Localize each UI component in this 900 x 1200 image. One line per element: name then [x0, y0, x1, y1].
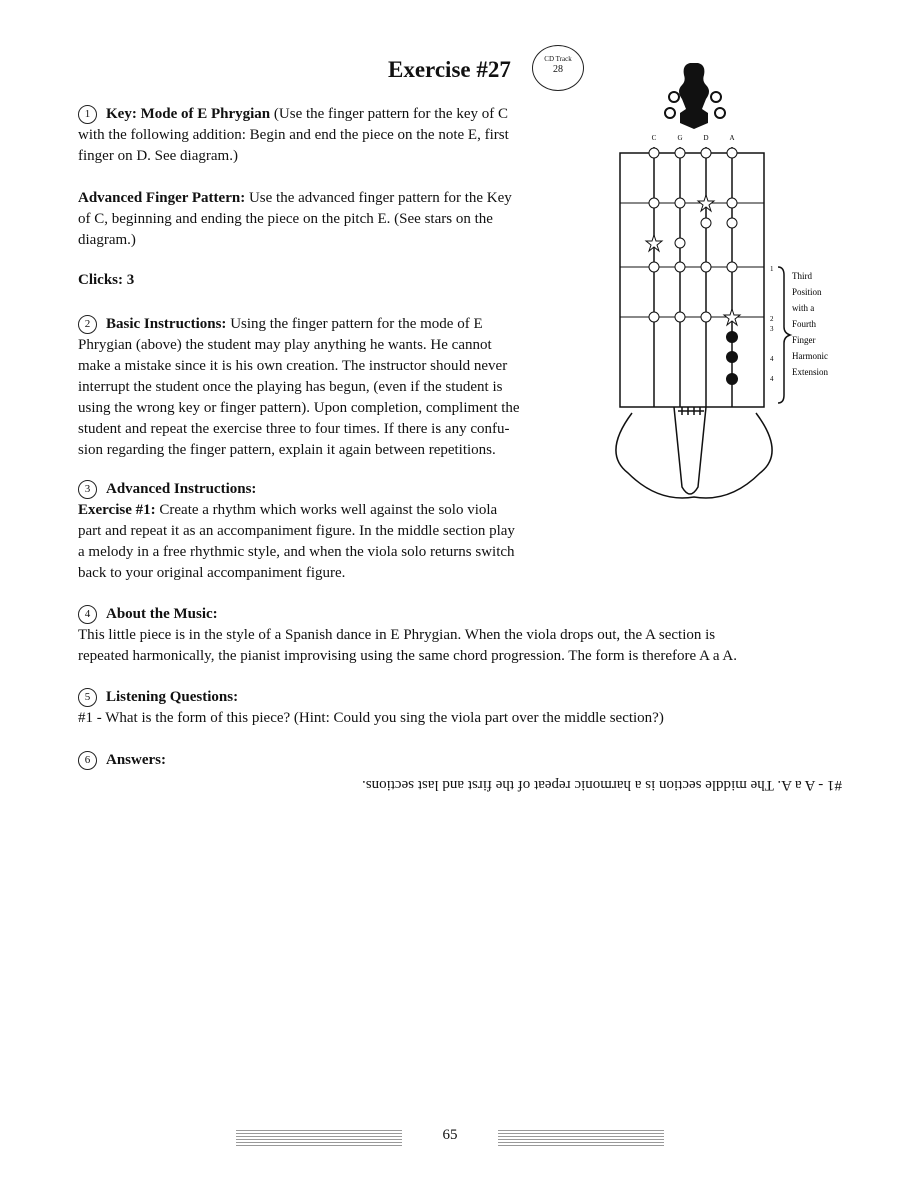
page-number: 65 [442, 1127, 458, 1143]
clicks-text: Clicks: 3 [78, 272, 135, 288]
brace [778, 267, 790, 403]
section-text: (Use the finger pattern for the key of C [273, 106, 508, 122]
viola-body [616, 407, 772, 498]
string-label-d: D [703, 134, 709, 142]
section-number: 3 [78, 480, 97, 499]
section-about-music [78, 604, 878, 667]
section-text: make a mistake since it is his own creation. The instructor should never [78, 358, 508, 374]
advanced-finger-pattern [78, 188, 598, 251]
section-key [78, 104, 598, 167]
section-text: using the wrong key or finger pattern). Upon completion, compliment the [78, 400, 520, 416]
finger-number: 3 [770, 325, 774, 333]
question-text: #1 - What is the form of this piece? (Hint: Could you sing the viola part over the middle section?) [78, 710, 664, 726]
section-text: back to your original accompaniment figure. [78, 565, 346, 581]
section-number: 1 [78, 105, 97, 124]
svg-text:Third: Third [792, 271, 812, 281]
section-heading: Listening Questions: [106, 689, 239, 705]
section-heading: Basic Instructions: [106, 316, 227, 332]
section-heading: Answers: [106, 752, 166, 768]
svg-text:with a: with a [792, 303, 815, 313]
section-text: student and repeat the exercise three to four times. If there is any confu- [78, 421, 510, 437]
section-text: interrupt the student once the playing has begun, (even if the student is [78, 379, 503, 395]
section-listening-questions [78, 687, 878, 729]
svg-text:Extension: Extension [792, 367, 828, 377]
section-number: 6 [78, 751, 97, 770]
footer-rule-left [236, 1128, 402, 1146]
section-text: Create a rhythm which works well against the solo viola [159, 502, 498, 518]
svg-text:Harmonic: Harmonic [792, 351, 828, 361]
section-number: 5 [78, 688, 97, 707]
extension-label [792, 271, 828, 377]
section-text: of C, beginning and ending the piece on the pitch E. (See stars on the [78, 211, 493, 227]
string-label-a: A [729, 134, 735, 142]
cd-track-badge [532, 45, 584, 91]
finger-number: 4 [770, 355, 774, 363]
string-label-g: G [677, 134, 683, 142]
section-text: repeated harmonically, the pianist improvising using the same chord progression. The form is therefore A a A. [78, 648, 738, 664]
upside-down-answer: #1 - A a A. The middle section is a harmonic repeat of the first and last sections. [361, 777, 842, 793]
section-heading: Advanced Finger Pattern: [78, 190, 246, 206]
section-answers [78, 750, 166, 771]
section-text: Using the finger pattern for the mode of E [230, 316, 483, 332]
section-text: with the following addition: Begin and end the piece on the note E, first [78, 127, 509, 143]
section-number: 4 [78, 605, 97, 624]
exercise-label: Exercise #1: [78, 502, 156, 518]
clicks-count [78, 270, 134, 291]
string-label-c: C [651, 134, 657, 142]
viola-scroll-icon [665, 63, 725, 129]
svg-text:Finger: Finger [792, 335, 816, 345]
section-text: diagram.) [78, 232, 136, 248]
section-text: a melody in a free rhythmic style, and when the viola solo returns switch [78, 544, 515, 560]
finger-number: 2 [770, 315, 774, 323]
section-text: Phrygian (above) the student may play anything he wants. He cannot [78, 337, 492, 353]
section-text: sion regarding the finger pattern, explain it again between repetitions. [78, 442, 496, 458]
section-number: 2 [78, 315, 97, 334]
svg-text:Fourth: Fourth [792, 319, 817, 329]
section-basic-instructions [78, 314, 598, 461]
extension-dots [726, 331, 738, 385]
section-heading: About the Music: [106, 606, 218, 622]
section-heading: Key: Mode of E Phrygian [106, 106, 271, 122]
viola-fingerboard-diagram [612, 55, 852, 505]
section-text: This little piece is in the style of a Spanish dance in E Phrygian. When the viola drops out, the A section is [78, 627, 716, 643]
page-title: Exercise #27 [388, 57, 511, 82]
finger-number: 4 [770, 375, 774, 383]
cd-track-label: CD Track [544, 55, 572, 63]
svg-text:Position: Position [792, 287, 822, 297]
section-advanced-instructions [78, 479, 598, 584]
finger-number: 1 [770, 265, 774, 273]
fingerboard [620, 153, 764, 407]
section-text: part and repeat it as an accompaniment figure. In the middle section play [78, 523, 515, 539]
section-heading: Advanced Instructions: [106, 481, 257, 497]
section-text: finger on D. See diagram.) [78, 148, 238, 164]
cd-track-number: 28 [553, 64, 563, 75]
footer-rule-right [498, 1128, 664, 1146]
section-text: Use the advanced finger pattern for the Key [248, 190, 512, 206]
